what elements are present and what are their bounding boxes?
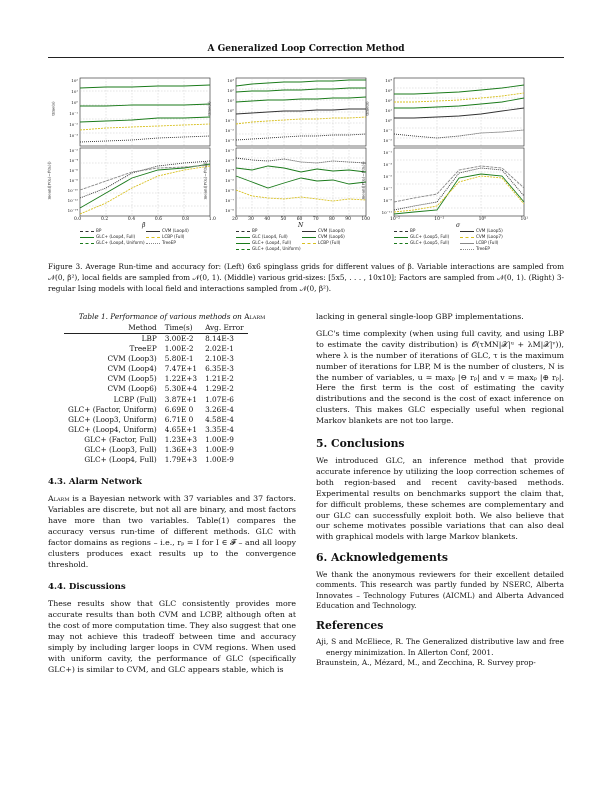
right-panel-plot: [394, 78, 524, 223]
table-cell-error: 6.35E-3: [205, 364, 234, 374]
table-cell-time: 3.87E+1: [164, 394, 198, 404]
table-row: [64, 384, 248, 394]
right-bottom-bp-line: [394, 168, 524, 210]
left-top-glc-uniform-line: [80, 117, 210, 122]
table-cell-method: GLC+ (Loop3, Uniform): [68, 414, 157, 424]
right-top-bp-line: [394, 130, 524, 138]
table-cell-error: 8.14E-3: [205, 334, 234, 343]
left-top-lcbp-line: [80, 124, 210, 130]
table-row: [64, 445, 248, 455]
table-row: [64, 334, 248, 345]
middle-legend: BP GLC (Loop4, Full) GLC+ (Loop4, Full) GLC+ (Loop4, Uniform) CVM (Loop4) CVM (Loop6) LCBP (Full): [236, 228, 366, 252]
table-row: [64, 354, 248, 364]
table-cell-method: LCBP (Full): [113, 394, 157, 404]
right-bottom-yticks: 10⁻¹ 10⁻³ 10⁻⁵ 10⁻⁷ 10⁻⁹ 10⁻¹¹: [381, 150, 392, 215]
right-column: [316, 312, 564, 668]
section-4-3-heading: 4.3. Alarm Network: [48, 477, 142, 488]
table-cell-method: GLC+ (Loop4, Uniform): [68, 424, 157, 434]
left-top-ylabel: time(s): [50, 101, 56, 116]
table-cell-time: 1.22E+3: [164, 374, 198, 384]
left-top-yticks: 10² 10¹ 10⁰ 10⁻¹ 10⁻² 10⁻³: [69, 78, 78, 138]
middle-bottom-ylabel: mean(|P(xᵢ)−P̂(xᵢ)|): [202, 161, 208, 200]
middle-top-ylabel: time(s): [206, 101, 212, 116]
table-cell-error: 3.35E-4: [205, 424, 234, 434]
table-cell-method: GLC+ (Loop4, Full): [84, 455, 157, 465]
reference-item: Braunstein, A., Mézard, M., and Zecchina, R. Survey prop-: [316, 658, 536, 668]
right-bottom-cvm-line: [394, 176, 524, 212]
right-top-cvm5-line: [394, 108, 524, 118]
middle-panel-plot: [236, 78, 366, 223]
table-cell-error: 1.21E-2: [205, 374, 234, 384]
figure-panel-right: [360, 78, 528, 251]
discussion-continuation: lacking in general single-loop GBP implementations.: [316, 312, 524, 321]
table-cell-method: GLC+ (Loop3, Full): [84, 445, 157, 455]
table-cell-error: 1.29E-2: [205, 384, 234, 394]
table-row: [64, 395, 248, 405]
table-caption: Table 1. Performance of various methods on Alarm: [78, 312, 266, 321]
right-xlabel: σ: [456, 222, 461, 229]
left-bottom-lcbp-line: [80, 166, 210, 214]
figure-panel-middle: [202, 78, 370, 251]
section-4-4-heading: 4.4. Discussions: [48, 582, 126, 593]
table-cell-error: 2.10E-3: [205, 354, 234, 364]
right-bottom-ylabel: mean(|P(xᵢ)−P̂(xᵢ)|): [360, 161, 366, 200]
table-cell-time: 1.79E+3: [164, 455, 198, 465]
figure-panel-left: [46, 78, 216, 245]
table-cell-method: CVM (Loop3): [107, 354, 157, 364]
left-bottom-glc-line: [80, 164, 210, 208]
table-cell-error: 1.00E-9: [205, 434, 234, 444]
results-table: [64, 323, 248, 465]
running-head: A Generalized Loop Correction Method: [207, 44, 405, 54]
left-legend: BP GLC+ (Loop4, Full) GLC+ (Loop4, Uniform) CVM (Loop4) LCBP (Full) TreeEP: [80, 228, 210, 246]
table-row: [64, 405, 248, 415]
table-cell-error: 2.02E-1: [205, 344, 234, 354]
table-row: [64, 435, 248, 445]
right-xticks: 10⁻² 10⁻¹ 10⁰ 10¹: [390, 217, 528, 222]
table-cell-time: 1.23E+3: [164, 434, 198, 444]
right-top-yticks: 10⁴ 10³ 10² 10¹ 10⁰ 10⁻¹ 10⁻²: [383, 78, 392, 143]
table-header-time: Time(s): [161, 323, 201, 334]
table-cell-error: 3.26E-4: [205, 404, 234, 414]
left-xlabel: β: [142, 222, 146, 229]
table-cell-time: 6.69E 0: [164, 404, 194, 414]
left-bottom-yticks: 10⁻² 10⁻⁴ 10⁻⁶ 10⁻⁸ 10⁻¹⁰ 10⁻¹² 10⁻¹⁴: [67, 148, 78, 213]
left-xticks: 0.0 0.2 0.4 0.6 0.8 1.0: [74, 217, 216, 222]
right-top-ylabel: time(s): [364, 101, 370, 116]
left-column: [48, 312, 296, 676]
table-row: [64, 374, 248, 384]
table-cell-method: CVM (Loop4): [107, 364, 157, 374]
left-top-glc-full-line: [80, 85, 210, 88]
section-4-4-paragraph: These results show that GLC consistently provides more accurate results than both CVM and LCBP, although often at the cost of more computation time. They also suggest that one may not achieve this tradeoff between time and accuracy simply by including larger loops in CVM regions. When used with uniform cavity, the performance of GLC (specifically GLC+) is similar to CVM, and GLC appears stable, which is: [48, 599, 296, 674]
table-cell-error: 4.58E-4: [205, 414, 234, 424]
header-rule: [48, 57, 564, 58]
right-legend: BP GLC+ (Loop5, Full) GLC+ (Loop5, Full) CVM (Loop5) CVM (Loop7) LCBP (Full) TreeEP: [394, 228, 524, 252]
left-bottom-ylabel: mean(|P(xᵢ)−P̂(xᵢ)|): [46, 161, 52, 200]
left-top-bp-line: [80, 136, 210, 142]
table-cell-method: GLC+ (Factor, Full): [84, 434, 157, 444]
references-heading: References: [316, 619, 384, 633]
complexity-paragraph: GLC's time complexity (when using full cavity, and using LBP to estimate the cavity distribution) is 𝒪(τMN|𝒳|ᵘ + λM|𝒳|ᵛ)), where λ is the number of iterations of GLC, τ is the maximum number of iterations for LBP, M is the number of clusters, N is the number of variables, u = maxₚ |⊖ rₚ| and v = maxₚ |⊕ rₚ|. Here the first term is the cost of estimating the cavity distributions and the second is the cost of exact inference on clusters. This makes GLC especially useful when regional Markov blankets are not too large.: [316, 328, 564, 426]
table-cell-error: 1.07E-6: [205, 394, 234, 404]
table-cell-time: 7.47E+1: [164, 364, 198, 374]
middle-bottom-yticks: 10⁻² 10⁻³ 10⁻⁴ 10⁻⁵ 10⁻⁶ 10⁻⁷ 10⁻⁸: [225, 148, 234, 213]
table-cell-method: LBP: [141, 334, 157, 343]
table-row: [64, 364, 248, 374]
table-body: [64, 334, 248, 466]
section-6-paragraph: We thank the anonymous reviewers for their excellent detailed comments. This research was partly funded by NSERC, Alberta Innovates – Technology Futures (AICML) and Alberta Advanced Education and Technology.: [316, 570, 564, 611]
middle-top-yticks: 10³ 10² 10¹ 10⁰ 10⁻¹ 10⁻² 10⁻³: [225, 78, 234, 143]
table-cell-method: CVM (Loop5): [107, 374, 157, 384]
table-cell-method: GLC+ (Factor, Uniform): [68, 404, 157, 414]
figure-caption: Figure 3. Average Run-time and accuracy for: (Left) 6x6 spinglass grids for different values of β. Variable interactions are sampled from 𝒩(0, β²), local fields are sampled from 𝒩(0, 1). (Middle) various grid-sizes: [5x5, . . . , 10x10]; Factors are sampled from 𝒩(0, 1). (Right) 3-regular Ising models with local field and interactions sampled from 𝒩(0, β²).: [48, 262, 564, 293]
right-top-glc-full-line: [394, 85, 524, 94]
table-cell-time: 1.00E-2: [164, 344, 194, 354]
middle-xticks: 20 30 40 50 60 70 80 90 100: [232, 217, 370, 222]
table-cell-time: 5.30E+4: [164, 384, 198, 394]
section-6-heading: 6. Acknowledgements: [316, 551, 448, 565]
table-header-method: Method: [64, 323, 161, 334]
table-row: [64, 344, 248, 354]
table-cell-time: 5.80E-1: [164, 354, 194, 364]
section-4-3-paragraph: Alarm is a Bayesian network with 37 variables and 37 factors. Variables are discrete, but not all are binary, and most factors have more than two variables. Table(1) compares the accuracy versus run-time of different methods. GLC with factor domains as regions – i.e., rₚ = I for I ∈ 𝓕 – and all loopy clusters produces exact results up to the convergence threshold.: [48, 494, 296, 569]
table-cell-method: TreeEP: [129, 344, 157, 354]
table-cell-method: CVM (Loop6): [107, 384, 157, 394]
table-row: [64, 425, 248, 435]
reference-item: Aji, S and McEliece, R. The Generalized distributive law and free energy minimization. In Allerton Conf, 2001.: [316, 637, 564, 657]
table-cell-time: 6.71E 0: [164, 414, 194, 424]
table-header-error: Avg. Error: [201, 323, 248, 334]
right-top-glc2-line: [394, 98, 524, 108]
table-cell-error: 1.00E-9: [205, 455, 234, 465]
table-cell-time: 3.00E-2: [164, 334, 194, 343]
middle-xlabel: N: [298, 222, 304, 229]
section-5-heading: 5. Conclusions: [316, 437, 405, 451]
references-list: [316, 637, 564, 668]
section-5-paragraph: We introduced GLC, an inference method that provide accurate inference by utilizing the loop correction schemes of both region-based and recent cavity-based methods. Experimental results on benchmarks support the claim that, for difficult problems, these schemes are complementary and our GLC can successfully exploit both. We also believe that our scheme motivates possible variations that can also deal with graphical models with large Markov blankets.: [316, 455, 564, 542]
table-cell-time: 4.65E+1: [164, 424, 198, 434]
table-row: [64, 455, 248, 465]
left-panel-plot: [80, 78, 210, 223]
table-cell-error: 1.00E-9: [205, 445, 234, 455]
table-cell-time: 1.36E+3: [164, 445, 198, 455]
table-row: [64, 415, 248, 425]
